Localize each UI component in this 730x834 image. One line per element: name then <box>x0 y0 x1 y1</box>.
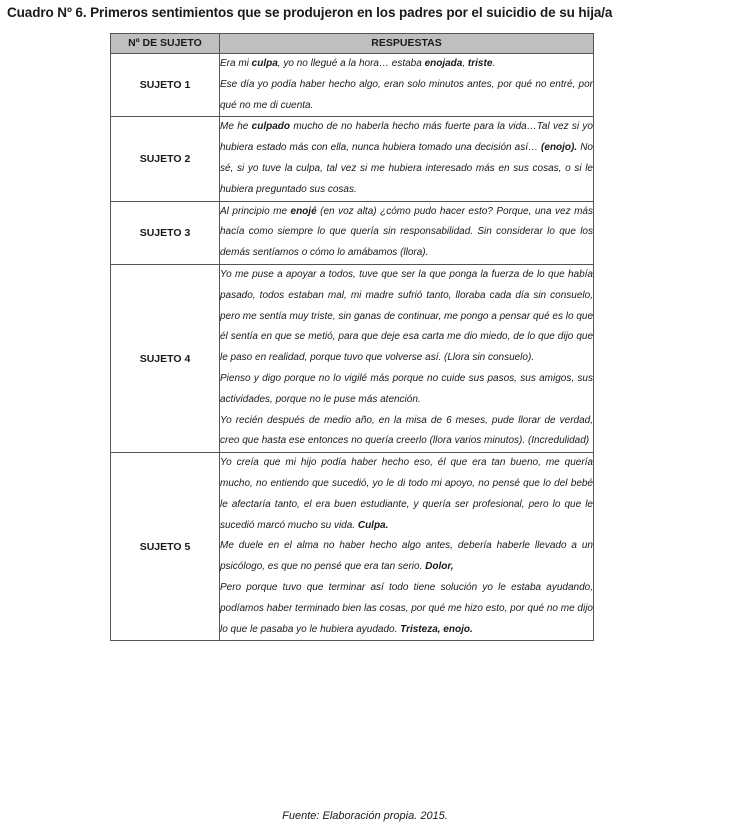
response-cell <box>220 264 594 452</box>
emphasized-emotion: triste <box>467 58 493 69</box>
response-paragraph <box>220 411 593 453</box>
subject-cell: SUJETO 4 <box>111 264 220 452</box>
response-paragraph <box>220 202 593 264</box>
response-text: . <box>492 58 496 69</box>
subject-cell: SUJETO 5 <box>111 453 220 641</box>
response-text: , <box>462 58 468 69</box>
response-paragraph <box>220 265 593 369</box>
table-body <box>111 54 594 641</box>
response-cell <box>220 54 594 117</box>
subject-cell: SUJETO 1 <box>111 54 220 117</box>
response-text: No sé, si yo tuve la culpa, tal vez si me hubiera interesado más en sus cosas, o si le hubiera preguntado sus cosas. <box>220 142 593 195</box>
response-text: (en voz alta) ¿cómo pudo hacer esto? Porque, una vez más hacía como siempre lo que quería sin responsabilidad. Sin considerar lo que los demás sentíamos o cómo lo amábamos (llora). <box>220 205 593 259</box>
response-paragraph <box>220 453 593 536</box>
table-row <box>111 453 594 641</box>
emphasized-emotion: culpado <box>251 121 291 133</box>
response-text: Ese día yo podía haber hecho algo, eran solo minutos antes, por qué no entré, por qué no me di cuenta. <box>220 78 593 111</box>
emphasized-emotion: Culpa. <box>357 519 389 531</box>
response-paragraph <box>220 578 593 640</box>
response-paragraph <box>220 54 593 75</box>
table-caption: Cuadro Nº 6. Primeros sentimientos que se produjeron en los padres por el suicidio de su hija/a <box>7 5 613 20</box>
header-responses: RESPUESTAS <box>220 34 594 54</box>
response-text: Pienso y digo porque no lo vigilé más porque no cuide sus pasos, sus amigos, sus actividades, porque no le puse más atención. <box>220 372 593 405</box>
response-cell <box>220 201 594 264</box>
emphasized-emotion: (enojo). <box>541 142 578 154</box>
table-row <box>111 201 594 264</box>
response-paragraph <box>220 536 593 578</box>
emphasized-emotion: Dolor, <box>425 561 454 573</box>
response-text: mucho de no haberla hecho más fuerte para la vida…Tal vez si yo hubiera estado más con ella, nunca hubiera tomado una decisión así… <box>220 121 593 154</box>
emphasized-emotion: Tristeza, enojo. <box>400 623 473 635</box>
subject-cell: SUJETO 2 <box>111 117 220 201</box>
header-subject-number: Nº DE SUJETO <box>111 34 220 54</box>
header-row <box>111 34 594 54</box>
table-row <box>111 54 594 117</box>
responses-table <box>110 33 594 641</box>
response-paragraph <box>220 75 593 117</box>
response-cell <box>220 117 594 201</box>
table-row <box>111 117 594 201</box>
response-paragraph <box>220 369 593 411</box>
response-text: Al principio me <box>220 205 291 217</box>
response-text: Yo me puse a apoyar a todos, tuve que ser la que ponga la fuerza de lo que había pasado, todos estaban mal, mi madre sufrió tanto, lloraba cada día sin consuelo, pero me sentía muy triste, sin ganas de continuar, me pongo a pensar qué es lo que él sentía en que se metió, para que deje esa carta me dio miedo, de lo que dijo que le paso en realidad, porque tuvo que volverse así. (Llora sin consuelo). <box>220 268 594 364</box>
response-text: Pero porque tuvo que terminar así todo tiene solución yo le estaba ayudando, podíamos haber terminado bien las cosas, por qué me hizo esto, por qué no me dijo lo que le pasaba yo le hubiera ayudado. <box>220 581 593 635</box>
response-text: Me duele en el alma no haber hecho algo antes, debería haberle llevado a un psicólogo, es que no pensé que era tan serio. <box>220 540 593 573</box>
response-cell <box>220 453 594 641</box>
response-paragraph <box>220 117 593 200</box>
emphasized-emotion: enojé <box>290 205 317 217</box>
response-text: Me he <box>220 121 252 133</box>
emphasized-emotion: enojada <box>424 58 463 69</box>
response-text: Yo recién después de medio año, en la misa de 6 meses, pude llorar de verdad, creo que hasta ese entonces no quería creerlo (llora varios minutos). (Incredulidad) <box>220 414 593 447</box>
emphasized-emotion: culpa <box>251 58 278 69</box>
table-row <box>111 264 594 452</box>
subject-cell: SUJETO 3 <box>111 201 220 264</box>
source-note: Fuente: Elaboración propia. 2015. <box>282 810 448 822</box>
response-text: Yo creía que mi hijo podía haber hecho eso, él que era tan bueno, me quería mucho, no entiendo que sucedió, yo le di todo mi apoyo, no pensé que lo del bebé le afectaría tanto, el era buen estudiante, y quería ser profesional, pero lo que le sucedió marcó mucho su vida. <box>220 457 593 531</box>
response-text: , yo no llegué a la hora… estaba <box>277 58 425 69</box>
response-text: Era mi <box>220 58 252 69</box>
